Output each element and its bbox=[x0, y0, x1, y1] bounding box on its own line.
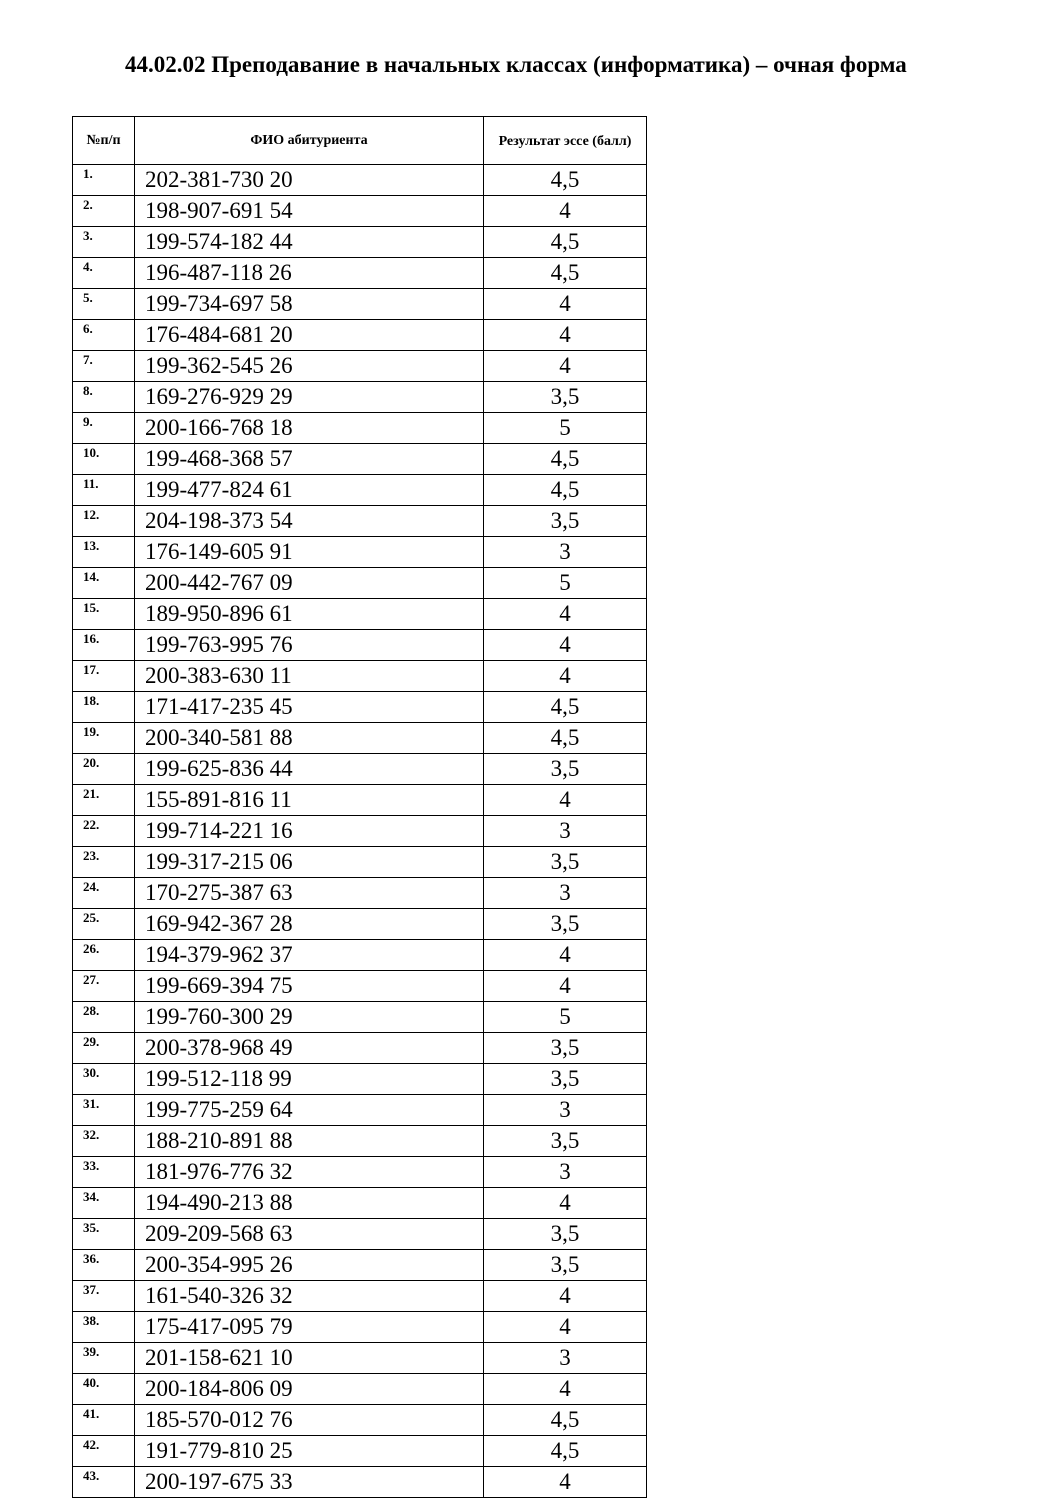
table-row bbox=[73, 1064, 647, 1095]
table-row bbox=[73, 1374, 647, 1405]
row-number: 23. bbox=[73, 847, 135, 878]
row-number: 15. bbox=[73, 599, 135, 630]
row-number: 9. bbox=[73, 413, 135, 444]
table-row bbox=[73, 1467, 647, 1498]
applicant-code: 191-779-810 25 bbox=[135, 1436, 484, 1467]
row-number: 34. bbox=[73, 1188, 135, 1219]
row-number: 1. bbox=[73, 165, 135, 196]
table-row bbox=[73, 475, 647, 506]
table-row bbox=[73, 258, 647, 289]
applicant-code: 199-669-394 75 bbox=[135, 971, 484, 1002]
row-number: 13. bbox=[73, 537, 135, 568]
essay-score: 3 bbox=[484, 816, 647, 847]
row-number: 25. bbox=[73, 909, 135, 940]
essay-score: 4 bbox=[484, 661, 647, 692]
applicant-code: 200-197-675 33 bbox=[135, 1467, 484, 1498]
applicant-code: 204-198-373 54 bbox=[135, 506, 484, 537]
table-row bbox=[73, 971, 647, 1002]
applicant-code: 176-484-681 20 bbox=[135, 320, 484, 351]
applicant-code: 200-184-806 09 bbox=[135, 1374, 484, 1405]
essay-score: 4 bbox=[484, 940, 647, 971]
row-number: 12. bbox=[73, 506, 135, 537]
row-number: 21. bbox=[73, 785, 135, 816]
essay-score: 4,5 bbox=[484, 444, 647, 475]
table-row bbox=[73, 723, 647, 754]
essay-score: 5 bbox=[484, 1002, 647, 1033]
essay-score: 4 bbox=[484, 289, 647, 320]
table-row bbox=[73, 1157, 647, 1188]
applicant-code: 181-976-776 32 bbox=[135, 1157, 484, 1188]
row-number: 39. bbox=[73, 1343, 135, 1374]
essay-score: 3,5 bbox=[484, 382, 647, 413]
applicant-code: 199-477-824 61 bbox=[135, 475, 484, 506]
applicant-code: 176-149-605 91 bbox=[135, 537, 484, 568]
row-number: 2. bbox=[73, 196, 135, 227]
row-number: 22. bbox=[73, 816, 135, 847]
essay-score: 3,5 bbox=[484, 909, 647, 940]
table-row bbox=[73, 692, 647, 723]
applicant-code: 199-317-215 06 bbox=[135, 847, 484, 878]
table-row bbox=[73, 1126, 647, 1157]
row-number: 24. bbox=[73, 878, 135, 909]
essay-score: 3,5 bbox=[484, 1033, 647, 1064]
essay-score: 3,5 bbox=[484, 1064, 647, 1095]
row-number: 11. bbox=[73, 475, 135, 506]
row-number: 14. bbox=[73, 568, 135, 599]
table-row bbox=[73, 1033, 647, 1064]
essay-score: 4 bbox=[484, 1467, 647, 1498]
applicant-code: 194-490-213 88 bbox=[135, 1188, 484, 1219]
row-number: 5. bbox=[73, 289, 135, 320]
results-table bbox=[72, 116, 647, 1498]
row-number: 4. bbox=[73, 258, 135, 289]
essay-score: 4 bbox=[484, 1312, 647, 1343]
header-num: №п/п bbox=[73, 117, 135, 165]
essay-score: 4,5 bbox=[484, 258, 647, 289]
essay-score: 4 bbox=[484, 599, 647, 630]
applicant-code: 189-950-896 61 bbox=[135, 599, 484, 630]
applicant-code: 155-891-816 11 bbox=[135, 785, 484, 816]
applicant-code: 200-354-995 26 bbox=[135, 1250, 484, 1281]
applicant-code: 200-378-968 49 bbox=[135, 1033, 484, 1064]
table-row bbox=[73, 1312, 647, 1343]
essay-score: 3 bbox=[484, 1095, 647, 1126]
essay-score: 3,5 bbox=[484, 1126, 647, 1157]
applicant-code: 200-383-630 11 bbox=[135, 661, 484, 692]
applicant-code: 199-512-118 99 bbox=[135, 1064, 484, 1095]
row-number: 42. bbox=[73, 1436, 135, 1467]
table-row bbox=[73, 444, 647, 475]
row-number: 26. bbox=[73, 940, 135, 971]
essay-score: 3 bbox=[484, 878, 647, 909]
row-number: 38. bbox=[73, 1312, 135, 1343]
applicant-code: 170-275-387 63 bbox=[135, 878, 484, 909]
applicant-code: 199-760-300 29 bbox=[135, 1002, 484, 1033]
table-row bbox=[73, 537, 647, 568]
table-row bbox=[73, 661, 647, 692]
table-row bbox=[73, 320, 647, 351]
row-number: 41. bbox=[73, 1405, 135, 1436]
table-row bbox=[73, 413, 647, 444]
applicant-code: 185-570-012 76 bbox=[135, 1405, 484, 1436]
essay-score: 4,5 bbox=[484, 165, 647, 196]
applicant-code: 194-379-962 37 bbox=[135, 940, 484, 971]
table-row bbox=[73, 196, 647, 227]
essay-score: 4,5 bbox=[484, 692, 647, 723]
table-row bbox=[73, 289, 647, 320]
table-row bbox=[73, 1250, 647, 1281]
essay-score: 3,5 bbox=[484, 506, 647, 537]
table-row bbox=[73, 1188, 647, 1219]
applicant-code: 209-209-568 63 bbox=[135, 1219, 484, 1250]
table-row bbox=[73, 1002, 647, 1033]
essay-score: 5 bbox=[484, 413, 647, 444]
applicant-code: 199-763-995 76 bbox=[135, 630, 484, 661]
essay-score: 4 bbox=[484, 196, 647, 227]
applicant-code: 161-540-326 32 bbox=[135, 1281, 484, 1312]
essay-score: 4 bbox=[484, 785, 647, 816]
table-row bbox=[73, 878, 647, 909]
row-number: 36. bbox=[73, 1250, 135, 1281]
table-row bbox=[73, 1281, 647, 1312]
table-row bbox=[73, 506, 647, 537]
table-row bbox=[73, 1436, 647, 1467]
table-header-row bbox=[73, 117, 647, 165]
table-row bbox=[73, 1405, 647, 1436]
applicant-code: 199-574-182 44 bbox=[135, 227, 484, 258]
applicant-code: 199-714-221 16 bbox=[135, 816, 484, 847]
row-number: 31. bbox=[73, 1095, 135, 1126]
table-row bbox=[73, 1095, 647, 1126]
table-row bbox=[73, 1343, 647, 1374]
header-name: ФИО абитуриента bbox=[135, 117, 484, 165]
applicant-code: 169-942-367 28 bbox=[135, 909, 484, 940]
table-row bbox=[73, 909, 647, 940]
essay-score: 4 bbox=[484, 351, 647, 382]
table-row bbox=[73, 816, 647, 847]
essay-score: 4 bbox=[484, 320, 647, 351]
essay-score: 3 bbox=[484, 1343, 647, 1374]
table-row bbox=[73, 568, 647, 599]
table-row bbox=[73, 165, 647, 196]
applicant-code: 196-487-118 26 bbox=[135, 258, 484, 289]
row-number: 35. bbox=[73, 1219, 135, 1250]
essay-score: 3 bbox=[484, 1157, 647, 1188]
row-number: 37. bbox=[73, 1281, 135, 1312]
row-number: 33. bbox=[73, 1157, 135, 1188]
row-number: 30. bbox=[73, 1064, 135, 1095]
row-number: 6. bbox=[73, 320, 135, 351]
table-row bbox=[73, 599, 647, 630]
applicant-code: 198-907-691 54 bbox=[135, 196, 484, 227]
essay-score: 5 bbox=[484, 568, 647, 599]
applicant-code: 200-340-581 88 bbox=[135, 723, 484, 754]
essay-score: 3,5 bbox=[484, 1219, 647, 1250]
applicant-code: 169-276-929 29 bbox=[135, 382, 484, 413]
applicant-code: 199-734-697 58 bbox=[135, 289, 484, 320]
applicant-code: 199-625-836 44 bbox=[135, 754, 484, 785]
table-body bbox=[73, 165, 647, 1498]
table-row bbox=[73, 382, 647, 413]
essay-score: 4 bbox=[484, 1374, 647, 1405]
essay-score: 4 bbox=[484, 1281, 647, 1312]
row-number: 20. bbox=[73, 754, 135, 785]
applicant-code: 199-775-259 64 bbox=[135, 1095, 484, 1126]
row-number: 40. bbox=[73, 1374, 135, 1405]
applicant-code: 199-468-368 57 bbox=[135, 444, 484, 475]
header-result-label: Результат эссе (балл) bbox=[498, 133, 632, 149]
table-row bbox=[73, 227, 647, 258]
table-row bbox=[73, 785, 647, 816]
row-number: 27. bbox=[73, 971, 135, 1002]
row-number: 16. bbox=[73, 630, 135, 661]
table-row bbox=[73, 351, 647, 382]
row-number: 17. bbox=[73, 661, 135, 692]
row-number: 29. bbox=[73, 1033, 135, 1064]
row-number: 10. bbox=[73, 444, 135, 475]
essay-score: 4,5 bbox=[484, 475, 647, 506]
applicant-code: 188-210-891 88 bbox=[135, 1126, 484, 1157]
applicant-code: 200-166-768 18 bbox=[135, 413, 484, 444]
applicant-code: 199-362-545 26 bbox=[135, 351, 484, 382]
row-number: 28. bbox=[73, 1002, 135, 1033]
essay-score: 3,5 bbox=[484, 847, 647, 878]
essay-score: 4,5 bbox=[484, 1436, 647, 1467]
essay-score: 4,5 bbox=[484, 1405, 647, 1436]
applicant-code: 201-158-621 10 bbox=[135, 1343, 484, 1374]
essay-score: 3,5 bbox=[484, 754, 647, 785]
applicant-code: 175-417-095 79 bbox=[135, 1312, 484, 1343]
table-row bbox=[73, 630, 647, 661]
essay-score: 3,5 bbox=[484, 1250, 647, 1281]
essay-score: 4 bbox=[484, 1188, 647, 1219]
table-row bbox=[73, 847, 647, 878]
row-number: 19. bbox=[73, 723, 135, 754]
table-row bbox=[73, 754, 647, 785]
essay-score: 4 bbox=[484, 630, 647, 661]
essay-score: 4 bbox=[484, 971, 647, 1002]
row-number: 8. bbox=[73, 382, 135, 413]
applicant-code: 202-381-730 20 bbox=[135, 165, 484, 196]
essay-score: 3 bbox=[484, 537, 647, 568]
essay-score: 4,5 bbox=[484, 227, 647, 258]
table-row bbox=[73, 940, 647, 971]
applicant-code: 171-417-235 45 bbox=[135, 692, 484, 723]
page-title: 44.02.02 Преподавание в начальных классах (информатика) – очная форма bbox=[125, 52, 907, 77]
row-number: 3. bbox=[73, 227, 135, 258]
row-number: 43. bbox=[73, 1467, 135, 1498]
applicant-code: 200-442-767 09 bbox=[135, 568, 484, 599]
header-result bbox=[484, 117, 647, 165]
row-number: 32. bbox=[73, 1126, 135, 1157]
essay-score: 4,5 bbox=[484, 723, 647, 754]
table-row bbox=[73, 1219, 647, 1250]
row-number: 7. bbox=[73, 351, 135, 382]
row-number: 18. bbox=[73, 692, 135, 723]
